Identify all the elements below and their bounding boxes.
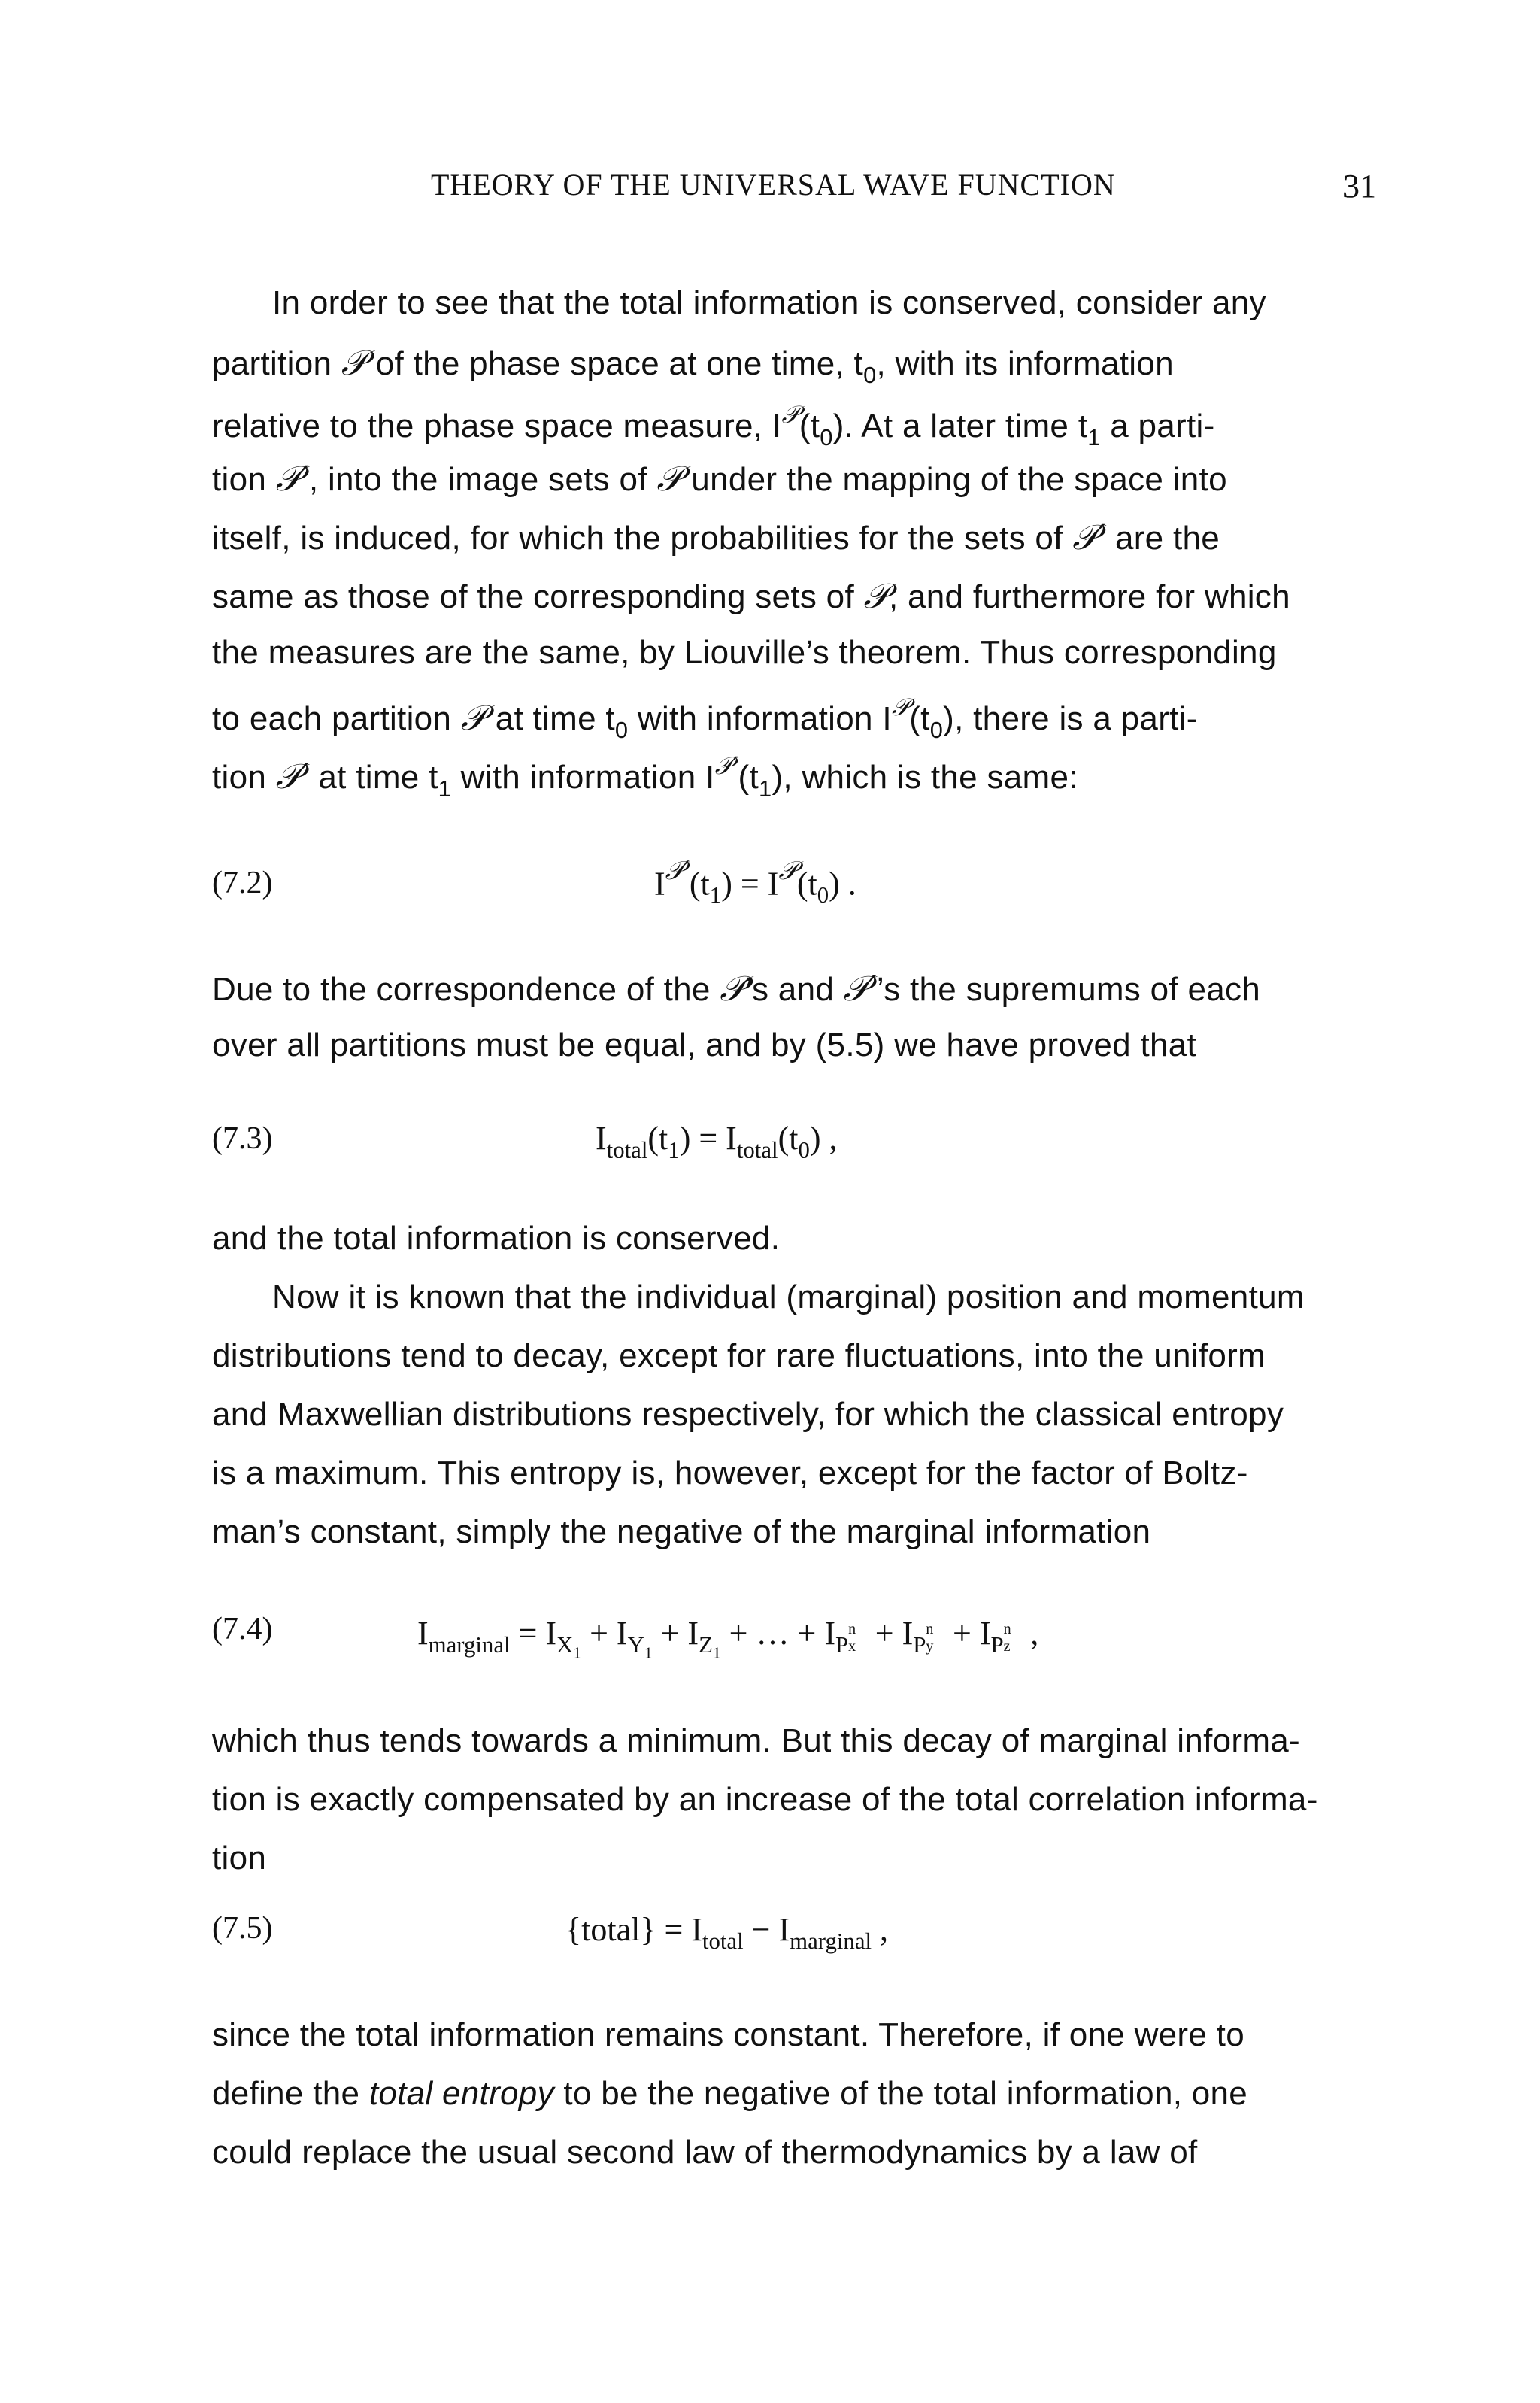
para4-line2: tion is exactly compensated by an increase of the total correlation informa-: [212, 1781, 1318, 1818]
equation-7-2: $I^{𝒫'}(t_1) = I^𝒫(t_0)$ .: [654, 856, 856, 909]
equation-7-3: $I_{total}(t_1) = I_{total}(t_0)$ ,: [596, 1120, 838, 1163]
para4-line3: tion: [212, 1840, 267, 1877]
para3-line2: Now it is known that the individual (marginal) position and momentum: [272, 1279, 1305, 1315]
para1-line2: partition 𝒫 of the phase space at one time, $t_0$, with its information: [212, 342, 1174, 388]
partition-superscript: 𝒫: [781, 400, 799, 429]
para3-line6: man’s constant, simply the negative of the marginal information: [212, 1513, 1151, 1550]
para5-line1: since the total information remains constant. Therefore, if one were to: [212, 2016, 1244, 2053]
equation-number-7-5: (7.5): [212, 1911, 273, 1946]
para3-line4: and Maxwellian distributions respectively, for which the classical entropy: [212, 1396, 1284, 1433]
para1-line8: to each partition 𝒫 at time $t_0$ with information $I^𝒫(t_0)$, there is a parti-: [212, 693, 1198, 743]
equation-number-7-4: (7.4): [212, 1612, 273, 1646]
para2-line1: Due to the correspondence of the 𝒫’s and 𝒫′’s the supremums of each: [212, 968, 1261, 1009]
para3-line5: is a maximum. This entropy is, however, except for the factor of Boltz-: [212, 1455, 1248, 1491]
para2-line2: over all partitions must be equal, and by (5.5) we have proved that: [212, 1027, 1197, 1063]
equation-7-4: $I_{marginal} = I_{X_1} + I_{Y_1} + I_{Z_1}$ + … + $I_{P n x}$ + $I_{P n y}$ + $I_{P n z}$ ,: [417, 1615, 1039, 1662]
para1-line6: same as those of the corresponding sets of 𝒫, and furthermore for which: [212, 575, 1290, 616]
para1-line9: tion 𝒫′ at time $t_1$ with information $I^{𝒫'}(t_1)$, which is the same:: [212, 751, 1078, 802]
para1-line1: In order to see that the total information is conserved, consider any: [272, 284, 1266, 321]
para5-line3: could replace the usual second law of thermodynamics by a law of: [212, 2134, 1198, 2171]
para4-line1: which thus tends towards a minimum. But this decay of marginal informa-: [212, 1722, 1301, 1759]
para1-line7: the measures are the same, by Liouville’s theorem. Thus corresponding: [212, 634, 1277, 671]
equation-number-7-2: (7.2): [212, 866, 273, 900]
para3-line3: distributions tend to decay, except for rare fluctuations, into the uniform: [212, 1337, 1266, 1374]
para3-line1: and the total information is conserved.: [212, 1220, 781, 1257]
equation-number-7-3: (7.3): [212, 1121, 273, 1156]
running-head: THEORY OF THE UNIVERSAL WAVE FUNCTION: [431, 168, 1116, 202]
partition-symbol: 𝒫: [341, 342, 367, 383]
para1-line5: itself, is induced, for which the probabilities for the sets of 𝒫′ are the: [212, 517, 1220, 557]
page-number: 31: [1343, 168, 1376, 205]
emphasis-total-entropy: total entropy: [368, 2075, 554, 2112]
para1-line3: relative to the phase space measure, $I^𝒫(t_0)$. At a later time $t_1$ a parti-: [212, 400, 1215, 451]
equation-7-5: {total} = $I_{total} - I_{marginal}$ ,: [565, 1911, 889, 1954]
para5-line2: define the total entropy to be the negative of the total information, one: [212, 2075, 1248, 2112]
para1-line4: tion 𝒫′, into the image sets of 𝒫 under the mapping of the space into: [212, 458, 1227, 499]
